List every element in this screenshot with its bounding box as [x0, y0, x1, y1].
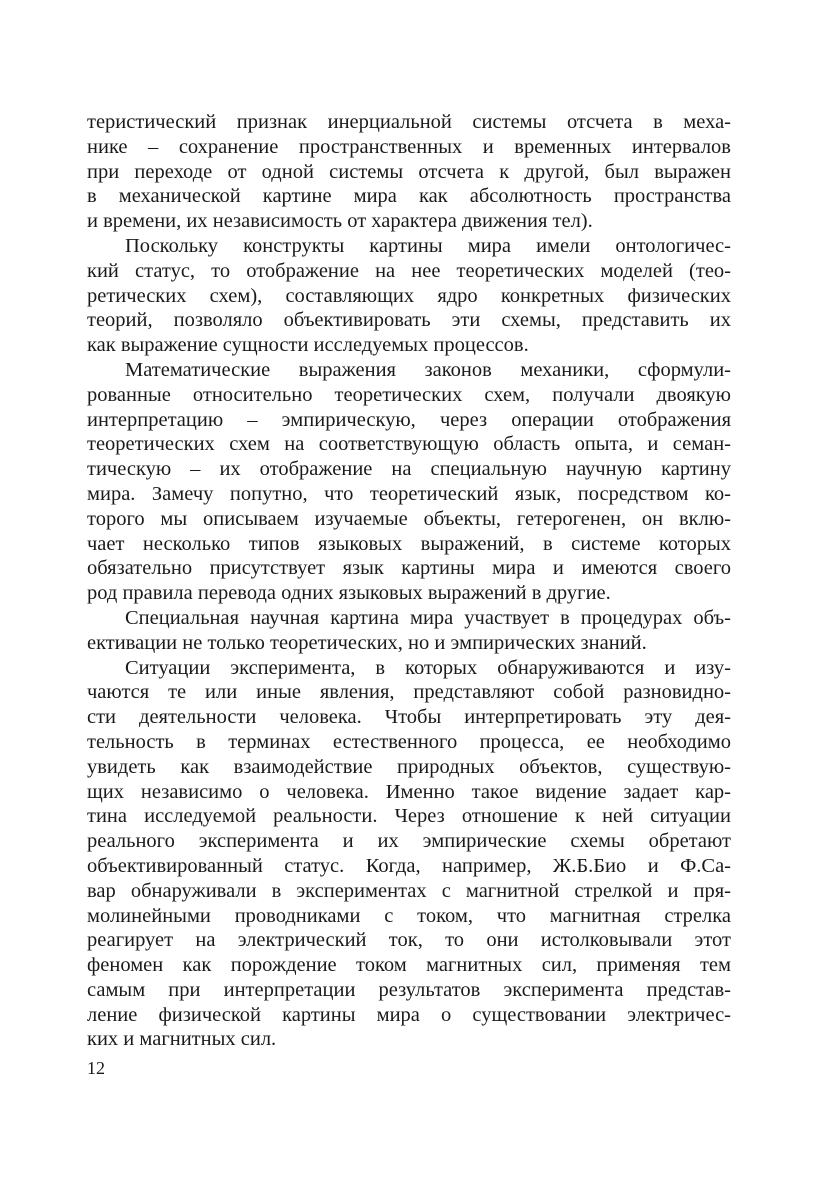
text-line: тельность в терминах естественного процесса, ее необходимо — [87, 730, 731, 753]
paragraph — [87, 110, 731, 234]
paragraph — [87, 234, 731, 358]
paragraph — [87, 358, 731, 606]
text-line: торого мы описываем изучаемые объекты, гетерогенен, он вклю- — [87, 507, 731, 530]
text-line: чает несколько типов языковых выражений, в системе которых — [87, 532, 731, 555]
body-text — [87, 110, 731, 1052]
text-line: самым при интерпретации результатов эксперимента представ- — [87, 978, 731, 1001]
page-number: 12 — [87, 1058, 105, 1078]
text-line: молинейными проводниками с током, что магнитная стрелка — [87, 904, 731, 927]
text-line: вар обнаруживали в экспериментах с магнитной стрелкой и пря- — [87, 879, 731, 902]
text-line: сти деятельности человека. Чтобы интерпретировать эту дея- — [87, 706, 731, 729]
text-line: и времени, их независимость от характера движения тел). — [87, 210, 593, 233]
text-line: как выражение сущности исследуемых процессов. — [87, 334, 529, 357]
text-line: феномен как порождение током магнитных сил, применяя тем — [87, 954, 731, 977]
text-line: ких и магнитных сил. — [87, 1028, 277, 1051]
paragraph — [87, 656, 731, 1053]
text-line: теристический признак инерциальной системы отсчета в меха- — [87, 111, 731, 133]
text-line: мира. Замечу попутно, что теоретический язык, посредством ко- — [87, 482, 731, 505]
text-line: ретических схем), составляющих ядро конкретных физических — [87, 284, 731, 307]
text-line: объективированный статус. Когда, например, Ж.Б.Био и Ф.Са- — [87, 854, 731, 877]
text-line: рованные относительно теоретических схем, получали двоякую — [87, 383, 731, 406]
text-line: нике – сохранение пространственных и временных интервалов — [87, 135, 731, 158]
text-line: реального эксперимента и их эмпирические схемы обретают — [87, 830, 731, 853]
text-line: Поскольку конструкты картины мира имели онтологичес- — [125, 234, 731, 257]
text-line: интерпретацию – эмпирическую, через операции отображения — [87, 408, 731, 431]
text-line: Ситуации эксперимента, в которых обнаруживаются и изу- — [125, 656, 731, 679]
text-line: тическую – их отображение на специальную научную картину — [87, 458, 731, 481]
text-line: щих независимо о человека. Именно такое видение задает кар- — [87, 780, 731, 803]
text-line: тина исследуемой реальности. Через отношение к ней ситуации — [87, 805, 731, 828]
text-line: в механической картине мира как абсолютность пространства — [87, 185, 731, 208]
text-line: увидеть как взаимодействие природных объектов, существую- — [87, 755, 731, 778]
text-line: ление физической картины мира о существовании электричес- — [87, 1003, 731, 1026]
text-line: обязательно присутствует язык картины мира и имеются своего — [87, 557, 731, 580]
text-line: чаются те или иные явления, представляют собой разновидно- — [87, 681, 731, 704]
text-line: Специальная научная картина мира участвует в процедурах объ- — [125, 606, 731, 629]
text-line: род правила перевода одних языковых выражений в другие. — [87, 582, 611, 605]
text-line: Математические выражения законов механики, сформули- — [125, 358, 731, 381]
text-line: теорий, позволяло объективировать эти схемы, представить их — [87, 309, 731, 332]
text-line: теоретических схем на соответствующую область опыта, и семан- — [87, 433, 731, 456]
text-line: ективации не только теоретических, но и эмпирических знаний. — [87, 631, 647, 654]
text-line: кий статус, то отображение на нее теоретических моделей (тео- — [87, 259, 731, 282]
text-line: реагирует на электрический ток, то они истолковывали этот — [87, 929, 731, 952]
text-line: при переходе от одной системы отсчета к другой, был выражен — [87, 160, 731, 183]
paragraph — [87, 606, 731, 656]
